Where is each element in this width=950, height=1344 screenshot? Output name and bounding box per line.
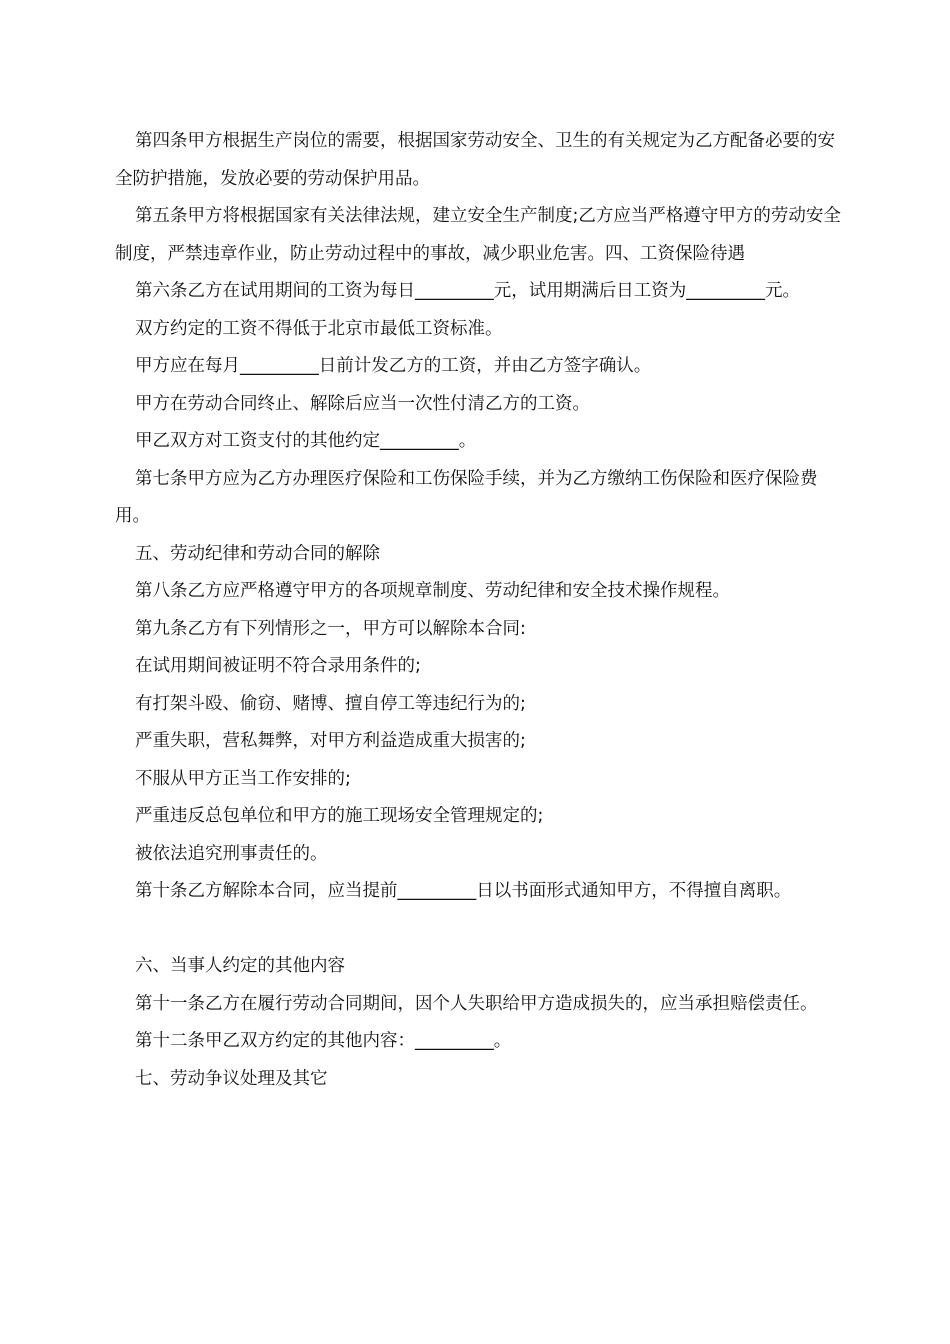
article-10-paragraph: 第十条乙方解除本合同，应当提前_________日以书面形式通知甲方，不得擅自离职。	[135, 881, 792, 901]
condition-item: 不服从甲方正当工作安排的;	[135, 768, 351, 789]
article-11-paragraph: 第十一条乙方在履行劳动合同期间，因个人失职给甲方造成损失的，应当承担赔偿责任。	[135, 993, 818, 1014]
section-6-heading: 六、当事人约定的其他内容	[135, 956, 345, 976]
document-page	[115, 123, 850, 1098]
condition-item: 被依法追究刑事责任的。	[135, 843, 328, 864]
article-5-paragraph: 第五条甲方将根据国家有关法律法规，建立安全生产制度;乙方应当严格遵守甲方的劳动安全制度，严禁违章作业，防止劳动过程中的事故，减少职业危害。四、工资保险待遇	[115, 206, 841, 264]
other-pay-terms-paragraph: 甲乙双方对工资支付的其他约定_________。	[135, 431, 477, 451]
condition-item: 有打架斗殴、偷窃、赌博、擅自停工等违纪行为的;	[135, 693, 526, 714]
condition-item: 严重违反总包单位和甲方的施工现场安全管理规定的;	[135, 806, 544, 826]
condition-item: 在试用期间被证明不符合录用条件的;	[135, 656, 421, 676]
article-6-paragraph: 第六条乙方在试用期间的工资为每日_________元，试用期满后日工资为_________元。	[135, 281, 800, 301]
paragraph-spacer	[115, 911, 850, 949]
article-4-paragraph: 第四条甲方根据生产岗位的需要，根据国家劳动安全、卫生的有关规定为乙方配备必要的安全防护措施，发放必要的劳动保护用品。	[115, 131, 835, 189]
pay-date-paragraph: 甲方应在每月_________日前计发乙方的工资，并由乙方签字确认。	[135, 356, 652, 376]
article-12-paragraph: 第十二条甲乙双方约定的其他内容：_________。	[135, 1031, 512, 1051]
section-7-heading: 七、劳动争议处理及其它	[135, 1068, 328, 1089]
article-9-paragraph: 第九条乙方有下列情形之一，甲方可以解除本合同:	[135, 618, 526, 639]
condition-item: 严重失职，营私舞弊，对甲方利益造成重大损害的;	[135, 731, 526, 751]
min-wage-paragraph: 双方约定的工资不得低于北京市最低工资标准。	[135, 318, 503, 339]
article-8-paragraph: 第八条乙方应严格遵守甲方的各项规章制度、劳动纪律和安全技术操作规程。	[135, 581, 730, 601]
section-5-heading: 五、劳动纪律和劳动合同的解除	[135, 543, 380, 564]
article-7-paragraph: 第七条甲方应为乙方办理医疗保险和工伤保险手续，并为乙方缴纳工伤保险和医疗保险费用。	[115, 468, 818, 526]
final-pay-paragraph: 甲方在劳动合同终止、解除后应当一次性付清乙方的工资。	[135, 393, 590, 414]
